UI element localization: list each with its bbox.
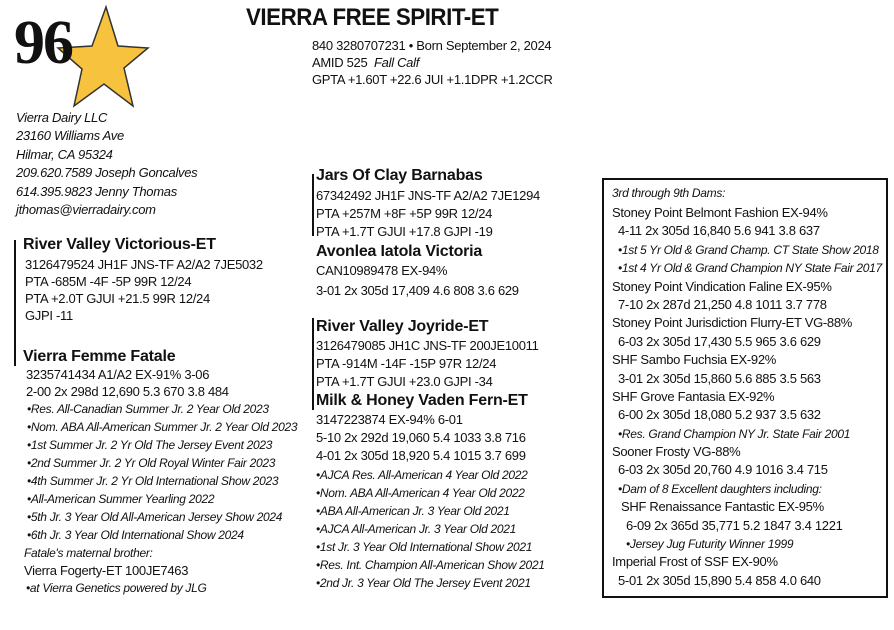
ggdam-honor: •ABA All-American Jr. 3 Year Old 2021	[316, 504, 510, 518]
mgs-name: Jars Of Clay Barnabas	[316, 167, 483, 184]
ggdam-honor: •AJCA Res. All-American 4 Year Old 2022	[316, 468, 528, 482]
mgs-line: PTA +1.7T GJUI +17.8 GJPI -19	[316, 224, 493, 239]
gpta-line: GPTA +1.60T +22.6 JUI +1.1DPR +1.2CCR	[312, 72, 553, 87]
ggdam-name: Milk & Honey Vaden Fern-ET	[316, 392, 528, 409]
sire-line: PTA -685M -4F -5P 99R 12/24	[25, 274, 192, 289]
ggdam-block	[316, 391, 545, 592]
amid-line	[312, 54, 553, 71]
dam-ancestor-name: Stoney Point Belmont Fashion EX-94%	[612, 205, 828, 220]
dam-ancestor-honor: •1st 4 Yr Old & Grand Champion NY State Fair 2017	[618, 261, 882, 276]
dam-ancestor-record: 6-03 2x 305d 20,760 4.9 1016 3.4 715	[618, 462, 828, 478]
dams-box	[602, 178, 888, 598]
ggdam-line: 5-10 2x 292d 19,060 5.4 1033 3.8 716	[316, 430, 526, 445]
contact-email[interactable]: jthomas@vierradairy.com	[16, 202, 156, 218]
dam-honor: •Nom. ABA All-American Summer Jr. 2 Year Old 2023	[27, 420, 298, 434]
dam-honor: •All-American Summer Yearling 2022	[27, 492, 215, 506]
brother-name: Vierra Fogerty-ET 100JE7463	[24, 563, 189, 578]
mggs-line: 3126479085 JH1C JNS-TF 200JE10011	[316, 338, 539, 353]
ggdam-honor: •Res. Int. Champion All-American Show 2021	[316, 558, 545, 572]
dam-honor: •Res. All-Canadian Summer Jr. 2 Year Old 2023	[27, 402, 269, 416]
ggdam-honor: •Nom. ABA All-American 4 Year Old 2022	[316, 486, 525, 500]
brother-label: Fatale's maternal brother:	[24, 546, 153, 560]
contact-line: 614.395.9823 Jenny Thomas	[16, 183, 177, 199]
dam-ancestor-name: SHF Grove Fantasia EX-92%	[612, 388, 775, 404]
lot-number: 96	[14, 9, 72, 77]
mgs-line: PTA +257M +8F +5P 99R 12/24	[316, 206, 493, 221]
granddam-name: Avonlea Iatola Victoria	[316, 243, 483, 260]
mgs-block	[316, 166, 540, 240]
dam-ancestor-record: 6-00 2x 305d 18,080 5.2 937 3.5 632	[618, 407, 821, 423]
ggdam-line: 3147223874 EX-94% 6-01	[316, 412, 463, 427]
sire-line: PTA +2.0T GJUI +21.5 99R 12/24	[25, 291, 210, 306]
dams-box-heading: 3rd through 9th Dams:	[612, 186, 726, 200]
dam-ancestor-record: 5-01 2x 305d 15,890 5.4 858 4.0 640	[618, 572, 821, 588]
left-pedigree-rule	[14, 240, 16, 366]
dam-name: Vierra Femme Fatale	[23, 348, 176, 365]
dam-ancestor-record: 6-03 2x 305d 17,430 5.5 965 3.6 629	[618, 333, 821, 349]
brother-note: •at Vierra Genetics powered by JLG	[26, 581, 207, 595]
dam-ancestor-record: 4-11 2x 305d 16,840 5.6 941 3.8 637	[618, 223, 820, 239]
dam-ancestor-honor: •1st 5 Yr Old & Grand Champ. CT State Show 2018	[618, 242, 879, 257]
dam-ancestor-name: Imperial Frost of SSF EX-90%	[612, 554, 778, 570]
mgs-line: 67342492 JH1F JNS-TF A2/A2 7JE1294	[316, 188, 540, 203]
sire-line: 3126479524 JH1F JNS-TF A2/A2 7JE5032	[25, 257, 263, 272]
dam-ancestor-name: Stoney Point Jurisdiction Flurry-ET VG-88%	[612, 315, 853, 331]
dam-honor: •6th Jr. 3 Year Old International Show 2024	[27, 528, 244, 542]
dam-ancestor-name: Stoney Point Vindication Faline EX-95%	[612, 278, 832, 294]
sire-name: River Valley Victorious-ET	[23, 236, 216, 253]
dams-box-rows	[612, 204, 882, 590]
dam-block	[23, 347, 297, 597]
dam-ancestor-name: SHF Sambo Fuchsia EX-92%	[612, 352, 777, 368]
sire-line: GJPI -11	[25, 308, 73, 323]
mggs-block	[316, 317, 539, 390]
dam-ancestor-record: 6-09 2x 365d 35,771 5.2 1847 3.4 1221	[626, 517, 843, 533]
dam-honor: •2nd Summer Jr. 2 Yr Old Royal Winter Fair 2023	[27, 456, 276, 470]
ggdam-honor: •2nd Jr. 3 Year Old The Jersey Event 2021	[316, 576, 531, 590]
registration-line: 840 3280707231 • Born September 2, 2024	[312, 38, 552, 53]
dam-ancestor-honor: •Jersey Jug Futurity Winner 1999	[626, 537, 794, 552]
ggdam-honor: •AJCA All-American Jr. 3 Year Old 2021	[316, 522, 517, 536]
granddam-block	[316, 242, 519, 299]
mggs-line: PTA +1.7T GJUI +23.0 GJPI -34	[316, 374, 493, 389]
dam-ancestor-record: 7-10 2x 287d 21,250 4.8 1011 3.7 778	[618, 296, 827, 312]
mgs-rule	[312, 174, 314, 236]
dam-line: 3235741434 A1/A2 EX-91% 3-06	[26, 367, 210, 382]
ggdam-honor: •1st Jr. 3 Year Old International Show 2021	[316, 540, 533, 554]
amid: AMID 525	[312, 55, 368, 70]
header-info	[312, 37, 553, 88]
contact-line: Hilmar, CA 95324	[16, 146, 113, 162]
granddam-line: 3-01 2x 305d 17,409 4.6 808 3.6 629	[316, 283, 519, 298]
contact-line: Vierra Dairy LLC	[16, 110, 108, 125]
mggs-line: PTA -914M -14F -15P 97R 12/24	[316, 356, 497, 371]
mggs-name: River Valley Joyride-ET	[316, 318, 489, 335]
page-title: VIERRA FREE SPIRIT-ET	[246, 4, 499, 31]
ggdam-line: 4-01 2x 305d 18,920 5.4 1015 3.7 699	[316, 448, 526, 463]
contact-block	[16, 109, 197, 219]
dam-honor: •1st Summer Jr. 2 Yr Old The Jersey Event 2023	[27, 438, 273, 452]
dam-honor: •5th Jr. 3 Year Old All-American Jersey Show 2024	[27, 510, 283, 524]
dam-ancestor-name: Sooner Frosty VG-88%	[612, 444, 741, 460]
dam-line: 2-00 2x 298d 12,690 5.3 670 3.8 484	[26, 384, 229, 399]
granddam-line: CAN10989478 EX-94%	[316, 263, 448, 278]
contact-line: 209.620.7589 Joseph Goncalves	[16, 165, 198, 181]
dam-ancestor-honor: •Dam of 8 Excellent daughters including:	[618, 481, 822, 496]
contact-line: 23160 Williams Ave	[16, 128, 124, 144]
dam-ancestor-honor: •Res. Grand Champion NY Jr. State Fair 2001	[618, 426, 851, 441]
mggs-rule	[312, 318, 314, 410]
dam-honor: •4th Summer Jr. 2 Yr Old International Show 2023	[27, 474, 279, 488]
dam-ancestor-name: SHF Renaissance Fantastic EX-95%	[621, 499, 824, 515]
class-label: Fall Calf	[374, 55, 420, 70]
dam-ancestor-record: 3-01 2x 305d 15,860 5.6 885 3.5 563	[618, 370, 821, 386]
sire-block	[23, 235, 263, 324]
